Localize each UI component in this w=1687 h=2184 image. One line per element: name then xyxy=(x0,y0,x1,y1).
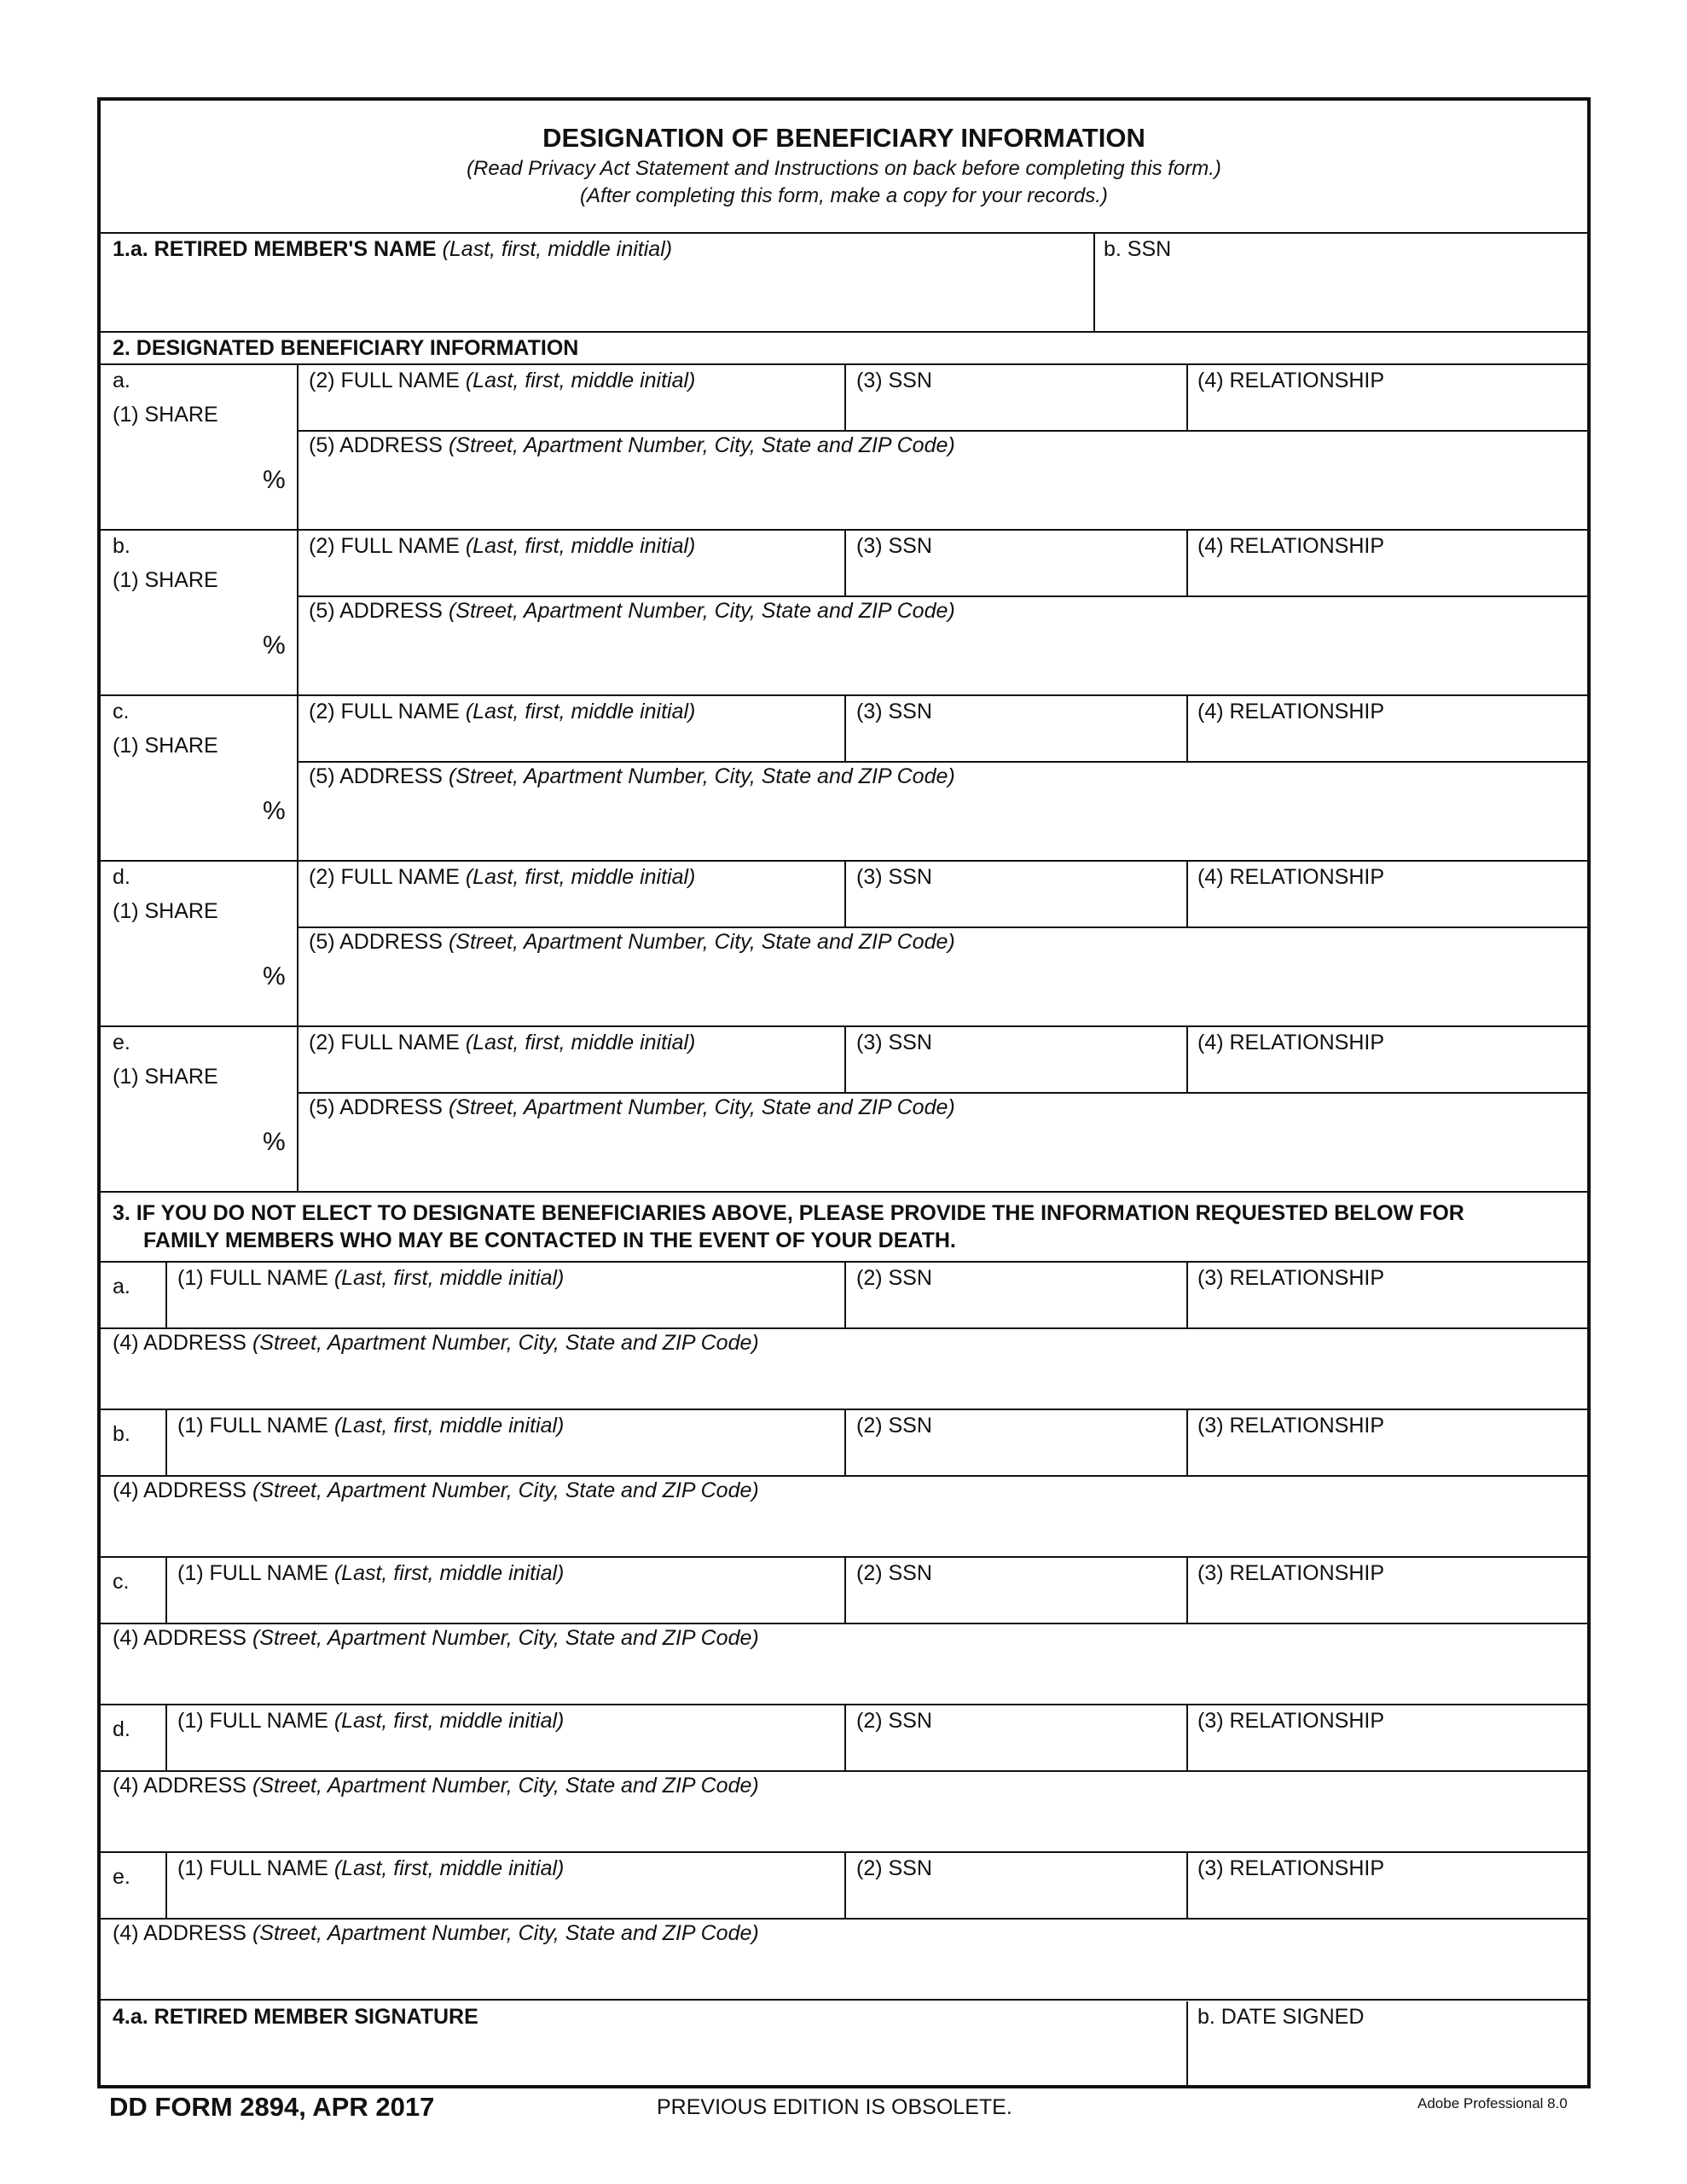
form-subtitle-privacy: (Read Privacy Act Statement and Instructions on back before completing this form.) xyxy=(467,157,1221,180)
percent-sign: % xyxy=(263,1128,286,1156)
percent-sign: % xyxy=(263,631,286,659)
contact-relationship-label: (3) RELATIONSHIP xyxy=(1197,1856,1385,1880)
beneficiary-ssn-label: (3) SSN xyxy=(856,534,932,558)
section3-heading-line2: FAMILY MEMBERS WHO MAY BE CONTACTED IN THE EVENT OF YOUR DEATH. xyxy=(143,1228,956,1252)
contact-name-field[interactable] xyxy=(167,1705,844,1770)
contact-ssn-label: (2) SSN xyxy=(856,1266,932,1290)
beneficiary-address-field[interactable] xyxy=(299,928,1587,1025)
beneficiary-ssn-field[interactable] xyxy=(846,1027,1186,1092)
beneficiary-relationship-label: (4) RELATIONSHIP xyxy=(1197,534,1385,558)
beneficiary-letter: a. xyxy=(113,369,130,392)
beneficiary-relationship-label: (4) RELATIONSHIP xyxy=(1197,1031,1385,1054)
beneficiary-name-label: (2) FULL NAME (Last, first, middle initial) xyxy=(309,1031,696,1054)
share-label: (1) SHARE xyxy=(113,734,218,758)
beneficiary-ssn-label: (3) SSN xyxy=(856,865,932,889)
member-ssn-label: b. SSN xyxy=(1104,237,1172,261)
beneficiary-address-field[interactable] xyxy=(299,432,1587,529)
contact-name-field[interactable] xyxy=(167,1263,844,1327)
beneficiary-letter: d. xyxy=(113,865,130,889)
contact-relationship-label: (3) RELATIONSHIP xyxy=(1197,1266,1385,1290)
contact-address-field[interactable] xyxy=(101,1920,1587,1999)
section3-heading-line1: 3. IF YOU DO NOT ELECT TO DESIGNATE BENEFICIARIES ABOVE, PLEASE PROVIDE THE INFORMATION REQUESTED BELOW FOR xyxy=(113,1201,1464,1225)
beneficiary-relationship-label: (4) RELATIONSHIP xyxy=(1197,700,1385,723)
beneficiary-ssn-field[interactable] xyxy=(846,365,1186,430)
share-field[interactable] xyxy=(101,1027,297,1191)
share-field[interactable] xyxy=(101,696,297,860)
beneficiary-address-label: (5) ADDRESS (Street, Apartment Number, City, State and ZIP Code) xyxy=(309,1095,955,1119)
contact-relationship-label: (3) RELATIONSHIP xyxy=(1197,1709,1385,1733)
beneficiary-name-field[interactable] xyxy=(299,1027,844,1092)
beneficiary-ssn-field[interactable] xyxy=(846,696,1186,761)
contact-address-field[interactable] xyxy=(101,1477,1587,1556)
contact-relationship-field[interactable] xyxy=(1188,1558,1587,1623)
beneficiary-ssn-label: (3) SSN xyxy=(856,369,932,392)
contact-ssn-label: (2) SSN xyxy=(856,1856,932,1880)
contact-ssn-field[interactable] xyxy=(846,1705,1186,1770)
contact-address-field[interactable] xyxy=(101,1772,1587,1851)
contact-name-field[interactable] xyxy=(167,1558,844,1623)
beneficiary-letter: c. xyxy=(113,700,130,723)
section2-heading: 2. DESIGNATED BENEFICIARY INFORMATION xyxy=(113,336,579,360)
percent-sign: % xyxy=(263,962,286,990)
beneficiary-relationship-label: (4) RELATIONSHIP xyxy=(1197,865,1385,889)
contact-name-label: (1) FULL NAME (Last, first, middle initial) xyxy=(177,1856,565,1880)
beneficiary-ssn-label: (3) SSN xyxy=(856,1031,932,1054)
member-name-field[interactable] xyxy=(101,234,1093,331)
contact-address-label: (4) ADDRESS (Street, Apartment Number, City, State and ZIP Code) xyxy=(113,1774,759,1798)
beneficiary-ssn-label: (3) SSN xyxy=(856,700,932,723)
beneficiary-address-label: (5) ADDRESS (Street, Apartment Number, City, State and ZIP Code) xyxy=(309,930,955,954)
beneficiary-relationship-field[interactable] xyxy=(1188,365,1587,430)
share-label: (1) SHARE xyxy=(113,899,218,923)
share-label: (1) SHARE xyxy=(113,403,218,427)
contact-address-label: (4) ADDRESS (Street, Apartment Number, City, State and ZIP Code) xyxy=(113,1626,759,1650)
beneficiary-address-label: (5) ADDRESS (Street, Apartment Number, City, State and ZIP Code) xyxy=(309,764,955,788)
percent-sign: % xyxy=(263,466,286,494)
beneficiary-relationship-label: (4) RELATIONSHIP xyxy=(1197,369,1385,392)
share-field[interactable] xyxy=(101,531,297,694)
divider xyxy=(101,1999,1587,2001)
beneficiary-ssn-field[interactable] xyxy=(846,531,1186,595)
contact-ssn-label: (2) SSN xyxy=(856,1561,932,1585)
beneficiary-name-field[interactable] xyxy=(299,696,844,761)
share-label: (1) SHARE xyxy=(113,568,218,592)
beneficiary-name-field[interactable] xyxy=(299,365,844,430)
beneficiary-relationship-field[interactable] xyxy=(1188,1027,1587,1092)
software-note: Adobe Professional 8.0 xyxy=(1417,2095,1568,2111)
beneficiary-name-label: (2) FULL NAME (Last, first, middle initial) xyxy=(309,534,696,558)
contact-name-label: (1) FULL NAME (Last, first, middle initial) xyxy=(177,1561,565,1585)
signature-field[interactable] xyxy=(101,2001,1186,2085)
date-signed-label: b. DATE SIGNED xyxy=(1197,2005,1365,2029)
contact-letter: a. xyxy=(113,1275,130,1298)
contact-name-field[interactable] xyxy=(167,1853,844,1918)
contact-address-label: (4) ADDRESS (Street, Apartment Number, City, State and ZIP Code) xyxy=(113,1921,759,1945)
beneficiary-ssn-field[interactable] xyxy=(846,862,1186,926)
contact-letter: d. xyxy=(113,1717,130,1741)
percent-sign: % xyxy=(263,797,286,825)
contact-relationship-label: (3) RELATIONSHIP xyxy=(1197,1561,1385,1585)
beneficiary-form xyxy=(97,97,1591,2088)
beneficiary-relationship-field[interactable] xyxy=(1188,696,1587,761)
divider xyxy=(101,331,1587,333)
contact-address-field[interactable] xyxy=(101,1329,1587,1409)
contact-relationship-field[interactable] xyxy=(1188,1263,1587,1327)
contact-name-label: (1) FULL NAME (Last, first, middle initial) xyxy=(177,1414,565,1438)
beneficiary-name-label: (2) FULL NAME (Last, first, middle initial) xyxy=(309,700,696,723)
contact-relationship-field[interactable] xyxy=(1188,1705,1587,1770)
contact-ssn-field[interactable] xyxy=(846,1558,1186,1623)
member-ssn-field[interactable] xyxy=(1095,234,1587,331)
share-field[interactable] xyxy=(101,365,297,529)
beneficiary-letter: e. xyxy=(113,1031,130,1054)
member-name-label: 1.a. RETIRED MEMBER'S NAME (Last, first, middle initial) xyxy=(113,237,673,261)
signature-label: 4.a. RETIRED MEMBER SIGNATURE xyxy=(113,2005,478,2029)
contact-relationship-field[interactable] xyxy=(1188,1410,1587,1475)
beneficiary-name-label: (2) FULL NAME (Last, first, middle initial) xyxy=(309,865,696,889)
contact-ssn-label: (2) SSN xyxy=(856,1414,932,1438)
contact-name-label: (1) FULL NAME (Last, first, middle initial) xyxy=(177,1709,565,1733)
divider xyxy=(101,1191,1587,1193)
beneficiary-address-label: (5) ADDRESS (Street, Apartment Number, City, State and ZIP Code) xyxy=(309,599,955,623)
beneficiary-relationship-field[interactable] xyxy=(1188,531,1587,595)
form-subtitle-copy: (After completing this form, make a copy for your records.) xyxy=(580,184,1108,207)
contact-address-field[interactable] xyxy=(101,1624,1587,1704)
beneficiary-address-field[interactable] xyxy=(299,763,1587,860)
share-field[interactable] xyxy=(101,862,297,1025)
contact-relationship-label: (3) RELATIONSHIP xyxy=(1197,1414,1385,1438)
beneficiary-address-field[interactable] xyxy=(299,1094,1587,1191)
beneficiary-name-field[interactable] xyxy=(299,531,844,595)
contact-ssn-label: (2) SSN xyxy=(856,1709,932,1733)
contact-ssn-field[interactable] xyxy=(846,1410,1186,1475)
edition-note: PREVIOUS EDITION IS OBSOLETE. xyxy=(657,2095,1012,2119)
form-id: DD FORM 2894, APR 2017 xyxy=(109,2092,435,2122)
contact-ssn-field[interactable] xyxy=(846,1853,1186,1918)
beneficiary-address-field[interactable] xyxy=(299,597,1587,694)
contact-name-field[interactable] xyxy=(167,1410,844,1475)
beneficiary-relationship-field[interactable] xyxy=(1188,862,1587,926)
beneficiary-address-label: (5) ADDRESS (Street, Apartment Number, City, State and ZIP Code) xyxy=(309,433,955,457)
contact-ssn-field[interactable] xyxy=(846,1263,1186,1327)
contact-name-label: (1) FULL NAME (Last, first, middle initial) xyxy=(177,1266,565,1290)
contact-letter: c. xyxy=(113,1570,130,1594)
contact-relationship-field[interactable] xyxy=(1188,1853,1587,1918)
contact-letter: e. xyxy=(113,1865,130,1889)
contact-address-label: (4) ADDRESS (Street, Apartment Number, City, State and ZIP Code) xyxy=(113,1478,759,1502)
beneficiary-letter: b. xyxy=(113,534,130,558)
beneficiary-name-label: (2) FULL NAME (Last, first, middle initial) xyxy=(309,369,696,392)
contact-letter: b. xyxy=(113,1422,130,1446)
share-label: (1) SHARE xyxy=(113,1065,218,1089)
date-signed-field[interactable] xyxy=(1188,2001,1587,2085)
contact-address-label: (4) ADDRESS (Street, Apartment Number, City, State and ZIP Code) xyxy=(113,1331,759,1355)
beneficiary-name-field[interactable] xyxy=(299,862,844,926)
form-title: DESIGNATION OF BENEFICIARY INFORMATION xyxy=(542,123,1145,153)
